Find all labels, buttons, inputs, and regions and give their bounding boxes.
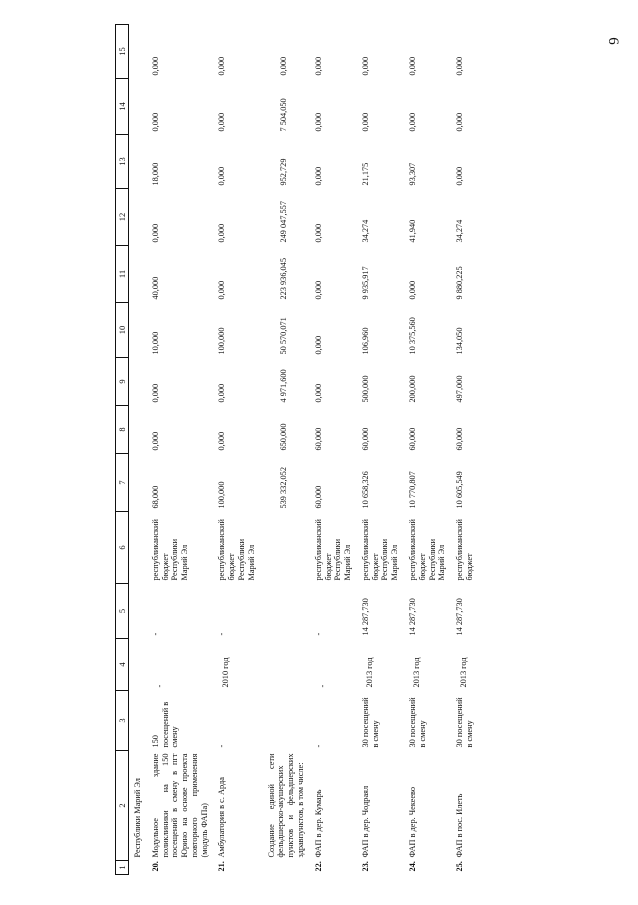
- table-cell-c6: республиканский бюджет Республики Марий Эл: [313, 519, 353, 581]
- header-cell: 8: [116, 406, 129, 454]
- table-cell-c10: 134,050: [455, 327, 465, 355]
- table-cell-c14: 0,000: [360, 112, 370, 132]
- table-cell-c12: 41,940: [407, 219, 417, 243]
- table-cell-c8: 0,000: [150, 431, 160, 451]
- table-cell-c9: 497,000: [455, 375, 465, 403]
- table-row: [402, 25, 449, 875]
- table-cell-c11: 40,000: [150, 276, 160, 300]
- table-cell-c15: 0,000: [407, 56, 417, 76]
- table-cell-c7: 10 605,549: [455, 471, 465, 509]
- table-cell-c3: -: [217, 744, 227, 748]
- budget-table: [115, 24, 477, 875]
- table-cell-c14: 0,000: [313, 112, 323, 132]
- table-cell-c5: -: [313, 632, 323, 636]
- table-cell-c3: 30 посещений в смену: [360, 697, 380, 748]
- table-cell-c6: [259, 512, 308, 584]
- table-row: [211, 25, 258, 875]
- table-cell-c5: 14 287,730: [455, 598, 465, 636]
- table-cell-c8: 60,000: [313, 427, 323, 451]
- table-cell-c7: 10 658,326: [360, 471, 370, 509]
- rotated-table-wrapper: [115, 25, 635, 875]
- table-cell-c9: 0,000: [217, 383, 227, 403]
- table-cell-c9: 4 971,600: [278, 369, 288, 403]
- table-cell-c3: [259, 691, 308, 751]
- table-cell-c9: 500,000: [360, 375, 370, 403]
- table-cell-c11: 0,000: [313, 280, 323, 300]
- table-cell-c5: -: [150, 632, 160, 636]
- table-cell-c8: 60,000: [455, 427, 465, 451]
- table-cell-c2: Амбулатория в с. Арда: [217, 777, 227, 858]
- table-cell-c9: 0,000: [150, 383, 160, 403]
- table-cell-c11: 223 936,045: [278, 258, 288, 300]
- header-cell: 15: [116, 25, 129, 79]
- table-cell-c2: Создание единой сети фельдшерско-акушерских пунктов и фельдшерских здравпунктов, в том числе:: [266, 753, 305, 858]
- table-row: [308, 25, 355, 875]
- table-cell-c12: 0,000: [313, 223, 323, 243]
- table-cell-c12: 34,274: [455, 219, 465, 243]
- header-cell: 10: [116, 303, 129, 358]
- table-cell-c12: 0,000: [217, 223, 227, 243]
- table-cell-c9: 0,000: [313, 383, 323, 403]
- table-cell-c4: 2013 год: [364, 657, 374, 688]
- table-cell-c4: [259, 639, 308, 691]
- table-cell-c6: республиканский бюджет Республики Марий Эл: [407, 519, 447, 581]
- header-cell: 6: [116, 512, 129, 584]
- header-cell: 9: [116, 358, 129, 406]
- table-cell-c10: 50 570,071: [278, 317, 288, 355]
- table-cell-c15: 0,000: [150, 56, 160, 76]
- table-cell-c14: 0,000: [150, 112, 160, 132]
- table-cell-c14: 0,000: [217, 112, 227, 132]
- table-cell-c13: 0,000: [217, 166, 227, 186]
- table-cell-c8: 650,000: [278, 423, 288, 451]
- table-cell-c7: 68,000: [150, 485, 160, 509]
- table-cell-c14: 0,000: [407, 112, 417, 132]
- table-cell-c6: республиканский бюджет Республики Марий Эл: [360, 519, 400, 581]
- table-cell-c10: 10,000: [150, 331, 160, 355]
- table-cell-c13: 21,175: [360, 162, 370, 186]
- table-cell-c6: республиканский бюджет Республики Марий Эл: [150, 519, 190, 581]
- table-cell-c3: 150 посещений в смену: [150, 701, 180, 748]
- table-cell-c8: 0,000: [217, 431, 227, 451]
- table-cell-c4: 2013 год: [459, 657, 469, 688]
- table-cell-c2: ФАП в дер. Чекеево: [407, 786, 417, 858]
- table-cell-c13: 0,000: [313, 166, 323, 186]
- table-cell-c12: 34,274: [360, 219, 370, 243]
- table-cell-c13: 0,000: [455, 166, 465, 186]
- table-cell-c15: 0,000: [217, 56, 227, 76]
- table-cell-c4: -: [154, 684, 164, 688]
- table-row: [259, 25, 308, 875]
- table-row: [145, 25, 212, 875]
- table-cell-c12: 249 047,557: [278, 201, 288, 243]
- table-cell-c2: ФАП в пос. Илеть: [455, 793, 465, 858]
- table-cell-c6: республиканский бюджет Республики Марий Эл: [217, 519, 256, 581]
- table-cell-c11: 0,000: [217, 280, 227, 300]
- table-cell-c8: 60,000: [407, 427, 417, 451]
- table-cell-c15: 0,000: [313, 56, 323, 76]
- region-label: Республики Марий Эл: [133, 778, 143, 858]
- table-row: [355, 25, 402, 875]
- table-cell-c6: республиканский бюджет: [455, 519, 474, 581]
- table-cell-c5: -: [217, 632, 227, 636]
- table-cell-c11: 9 880,225: [455, 266, 465, 300]
- table-cell-c15: 0,000: [455, 56, 465, 76]
- table-cell-c1: 24.: [407, 861, 417, 872]
- table-cell-c3: -: [313, 744, 323, 748]
- table-cell-c4: -: [317, 684, 327, 688]
- table-cell-c2: Модульное здание поликлиники на 150 посещений в смену в пгт Юрино на основе проекта повторного применения (модуль ФАПа): [150, 753, 209, 858]
- table-cell-c1: [259, 861, 308, 875]
- table-cell-c3: 30 посещений в смену: [455, 697, 474, 748]
- table-cell-c14: 0,000: [455, 112, 465, 132]
- table-cell-c1: 21.: [217, 861, 227, 872]
- table-cell-c13: 93,307: [407, 162, 417, 186]
- table-cell-c2: ФАП в дер. Кумарь: [313, 789, 323, 858]
- table-cell-c4: 2013 год: [411, 657, 421, 688]
- table-cell-c7: 10 770,807: [407, 471, 417, 509]
- table-cell-c5: 14 287,730: [360, 598, 370, 636]
- header-cell: 3: [116, 691, 129, 751]
- table-cell-c12: 0,000: [150, 223, 160, 243]
- header-cell: 1: [116, 861, 129, 875]
- table-cell-c10: 10 375,560: [407, 317, 417, 355]
- table-cell-c3: 30 посещений в смену: [407, 697, 427, 748]
- table-cell-c1: 25.: [455, 861, 465, 872]
- table-cell-c7: 100,000: [217, 481, 227, 509]
- table-cell-c14: 7 504,050: [278, 98, 288, 132]
- header-cell: 7: [116, 454, 129, 512]
- table-row: [449, 25, 477, 875]
- table-cell-c1: 22.: [313, 861, 323, 872]
- header-cell: 13: [116, 135, 129, 189]
- header-cell: 12: [116, 189, 129, 246]
- header-cell: 14: [116, 79, 129, 135]
- region-label-row: [129, 25, 145, 875]
- table-cell-c2: ФАП в дер. Чодраял: [360, 785, 370, 858]
- header-cell: 4: [116, 639, 129, 691]
- table-cell-c11: 0,000: [407, 280, 417, 300]
- table-cell-c1: 20.: [150, 861, 160, 872]
- table-cell-c10: 0,000: [313, 335, 323, 355]
- table-cell-c13: 952,729: [278, 158, 288, 186]
- table-cell-c1: 23.: [360, 861, 370, 872]
- table-cell-c4: 2010 год: [221, 657, 231, 688]
- table-cell-c15: 0,000: [360, 56, 370, 76]
- table-cell-c7: 60,000: [313, 485, 323, 509]
- table-cell-c11: 9 935,917: [360, 266, 370, 300]
- table-cell-c5: [259, 584, 308, 639]
- table-cell-c15: 0,000: [278, 56, 288, 76]
- header-cell: 2: [116, 751, 129, 861]
- header-cell: 11: [116, 246, 129, 303]
- column-number-header: [116, 25, 129, 875]
- header-cell: 5: [116, 584, 129, 639]
- table-cell-c9: 200,000: [407, 375, 417, 403]
- table-cell-c5: 14 287,730: [407, 598, 417, 636]
- page-number: 6: [605, 37, 621, 45]
- table-cell-c8: 60,000: [360, 427, 370, 451]
- table-cell-c10: 100,000: [217, 327, 227, 355]
- table-cell-c10: 106,960: [360, 327, 370, 355]
- table-cell-c13: 18,000: [150, 162, 160, 186]
- table-cell-c7: 539 332,052: [278, 467, 288, 509]
